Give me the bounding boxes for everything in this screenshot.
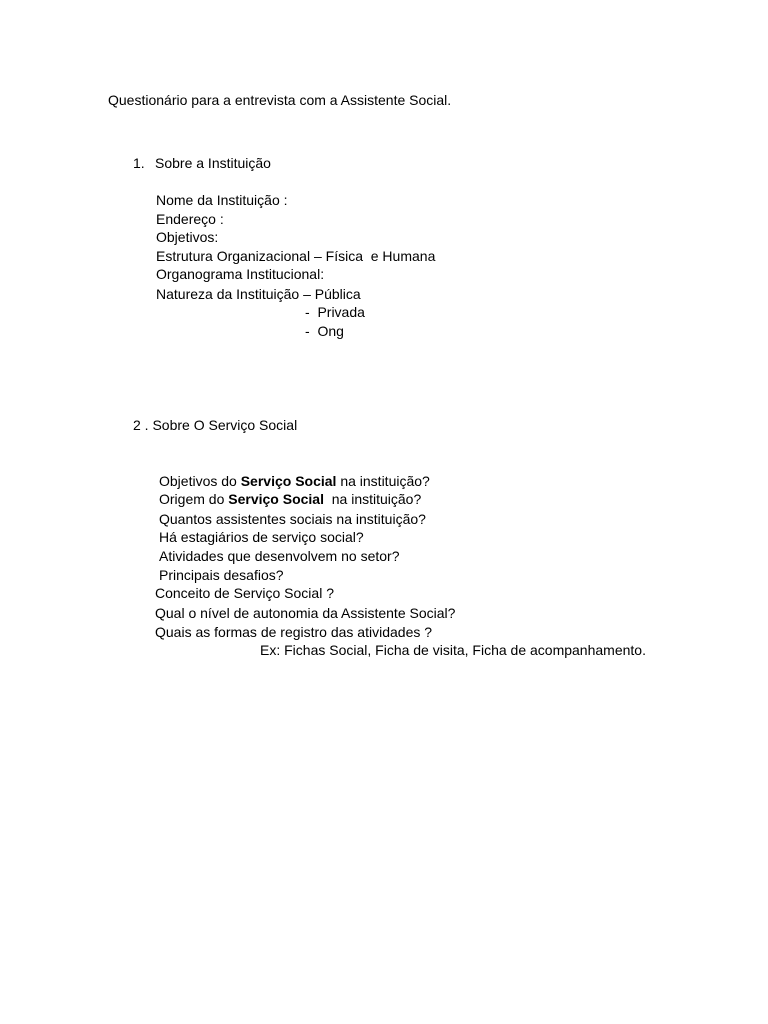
section1-number: 1. xyxy=(133,155,145,171)
document-title: Questionário para a entrevista com a Assistente Social. xyxy=(108,92,452,108)
section1-item: Endereço : xyxy=(156,211,224,227)
section1-subitem: - Ong xyxy=(305,323,344,339)
section2-heading: 2 . Sobre O Serviço Social xyxy=(133,417,298,433)
section1-subitem: - Privada xyxy=(305,304,365,320)
section2-question: Conceito de Serviço Social ? xyxy=(155,585,334,601)
section2-example: Ex: Fichas Social, Ficha de visita, Ficha de acompanhamento. xyxy=(260,642,646,658)
section2-question: Objetivos do Serviço Social na instituição? xyxy=(159,473,430,489)
section1-item: Objetivos: xyxy=(156,229,219,245)
section1-item: Estrutura Organizacional – Física e Humana xyxy=(156,248,436,264)
section2-question: Quais as formas de registro das atividades ? xyxy=(155,624,433,640)
section1-item: Organograma Institucional: xyxy=(156,266,325,282)
section2-question: Há estagiários de serviço social? xyxy=(159,529,364,545)
section2-question: Origem do Serviço Social na instituição? xyxy=(159,491,422,507)
section2-question: Atividades que desenvolvem no setor? xyxy=(159,548,400,564)
section1-heading: Sobre a Instituição xyxy=(155,155,271,171)
section2-question: Qual o nível de autonomia da Assistente Social? xyxy=(155,605,456,621)
section1-item: Nome da Instituição : xyxy=(156,192,288,208)
section2-question: Principais desafios? xyxy=(159,567,284,583)
section2-question: Quantos assistentes sociais na instituição? xyxy=(159,511,426,527)
section1-item: Natureza da Instituição – Pública xyxy=(156,286,361,302)
